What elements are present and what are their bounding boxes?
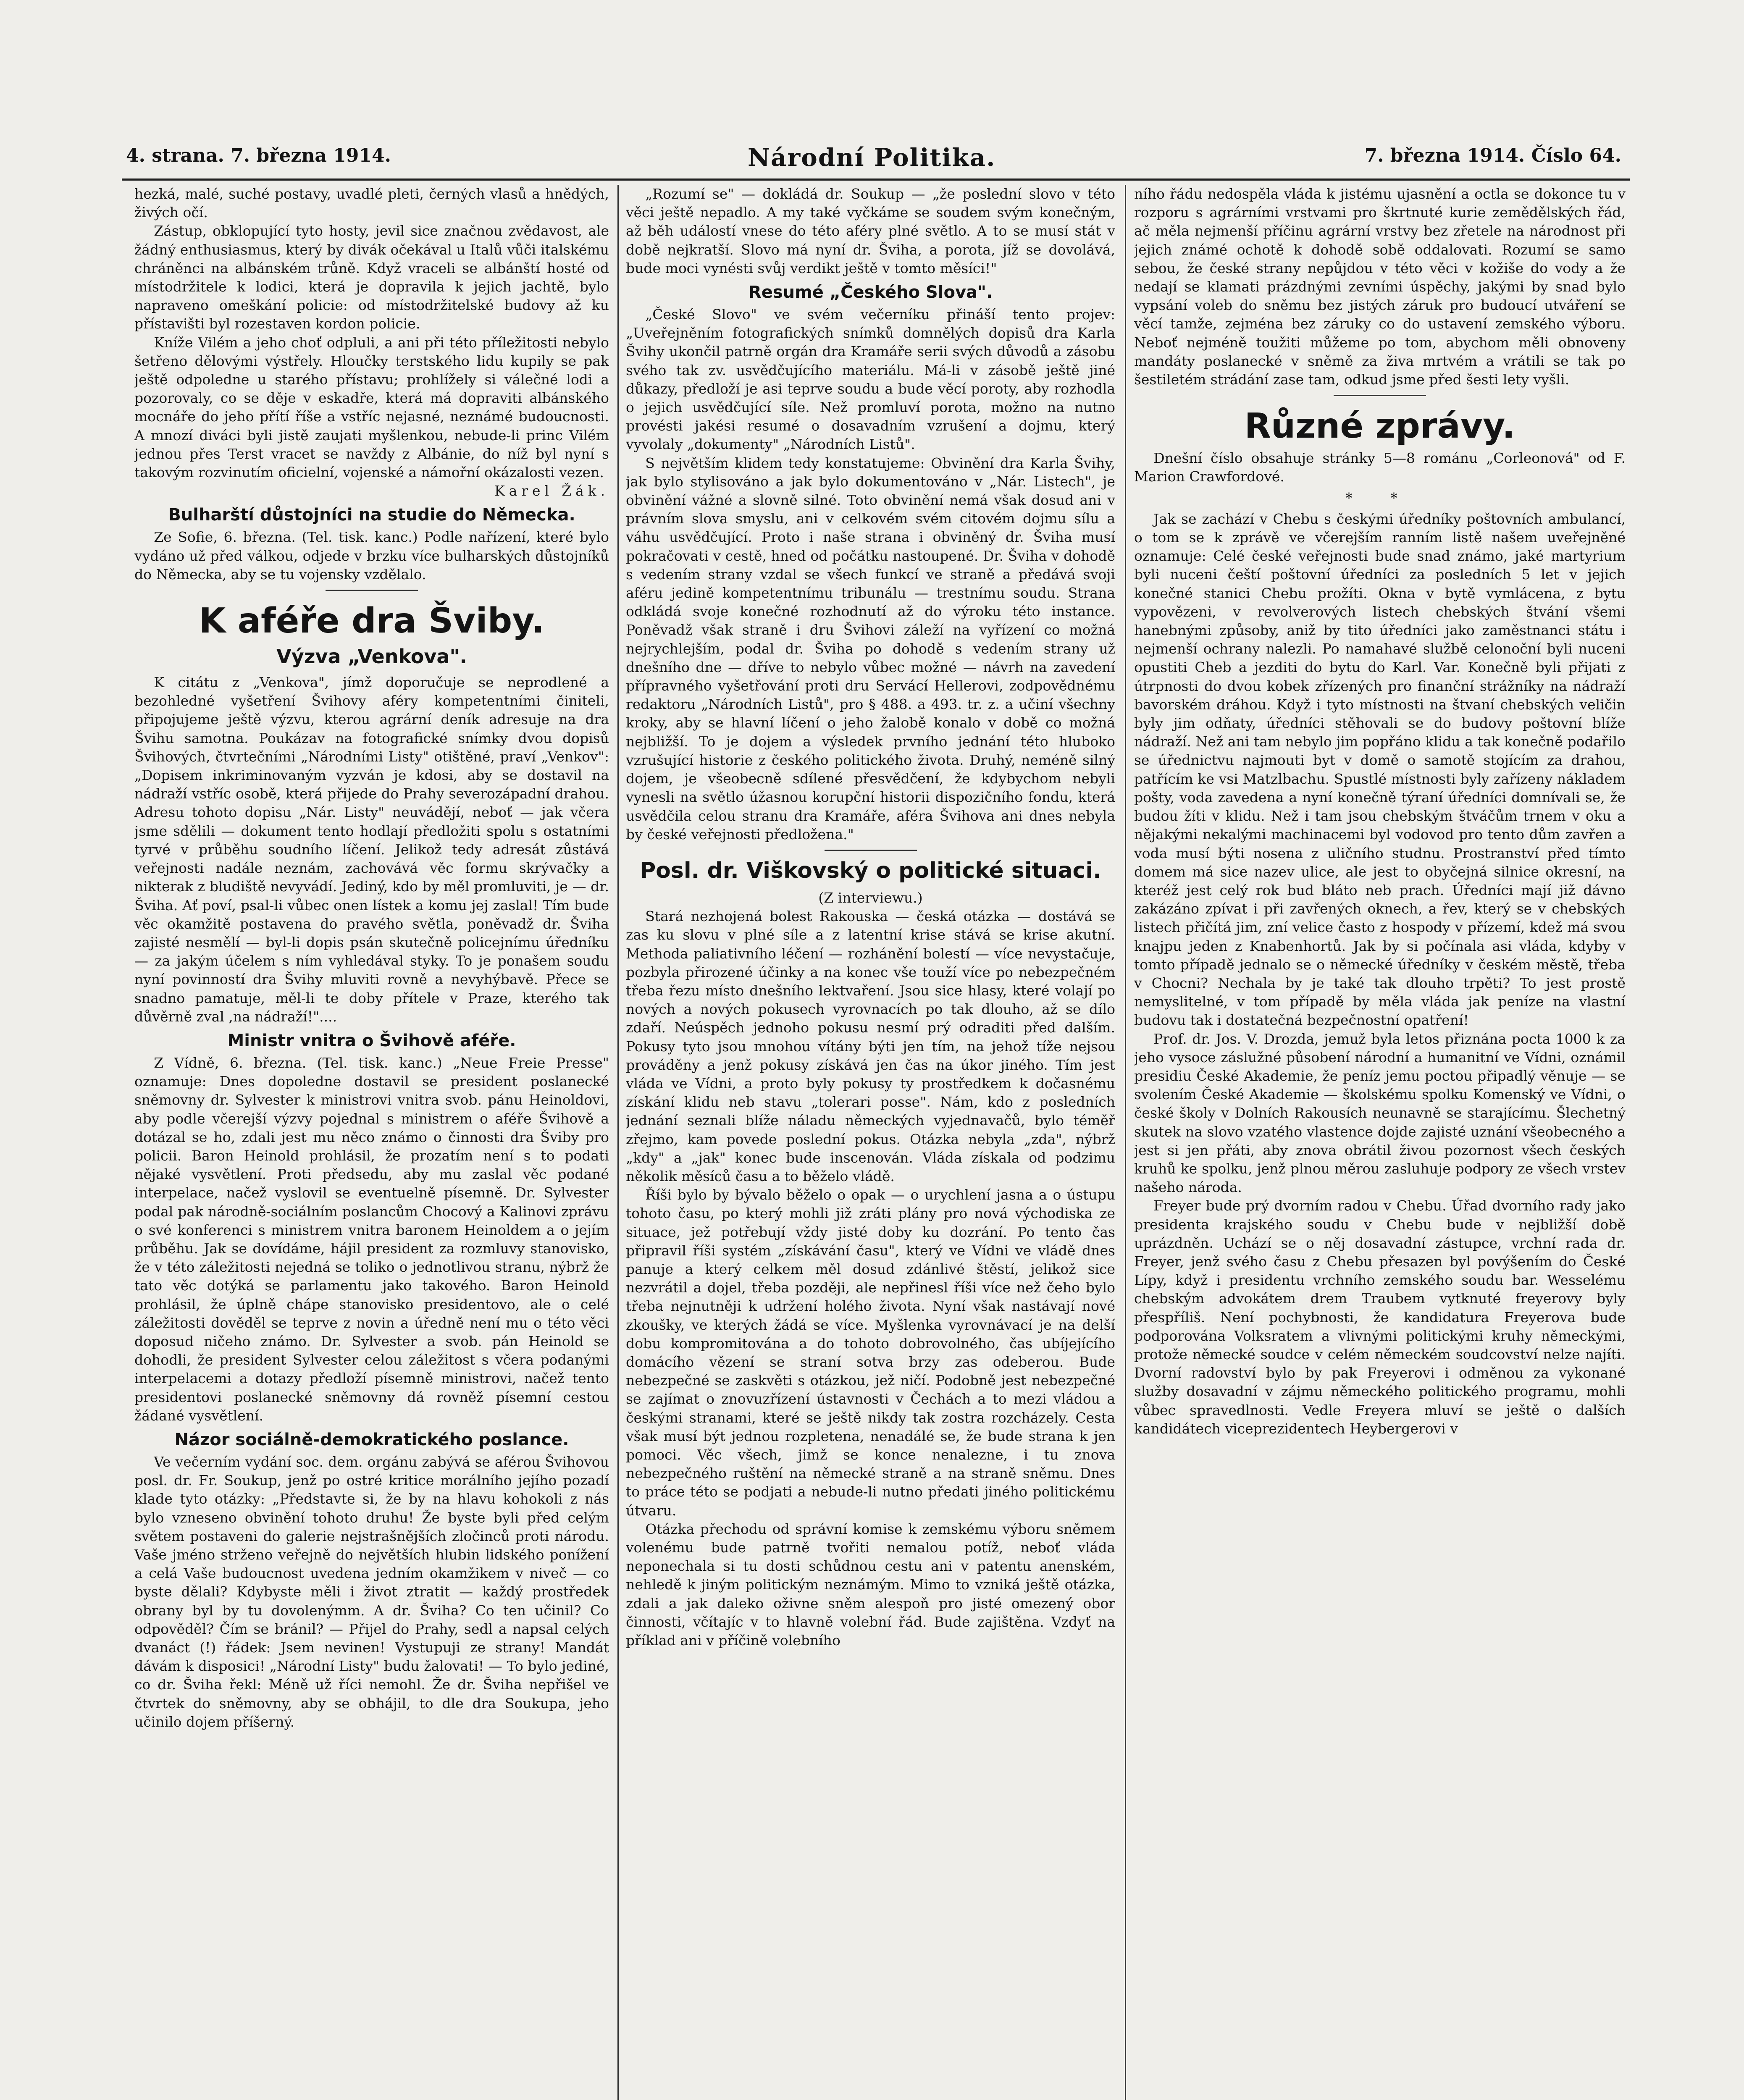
- paragraph: K citátu z „Venkova", jímž doporučuje se neprodlené a bezohledné vyšetření Švihovy aféry kompetentními činiteli, připojujeme ještě výzvu, kterou agrární deník adresuje na dra Švihu samotna. Poukázav na fotografické snímky dvou dopisů Švihových, čtvrtečními „Národními Listy" otištěné, praví „Venkov": „Dopisem inkriminovaným vyzván je kdosi, aby se dostavil na nádraží vstříc osobě, která přijede do Prahy severozápadní drahou. Adresu tohoto dopisu „Nár. Listy" neuvádějí, neboť — jak včera jsme sdělili — dokument tento hodlají předložiti spolu s ostatními tyrvé v průběhu soudního líčení. Jelikož tedy adresát zůstává veřejnosti nadále neznám, zachovává věc formu skrývačky a nikterak z bludiště nevyvádí. Jediný, kdo by měl promluviti, je — dr. Šviha. Ať poví, psal-li vůbec onen lístek a komu jej zaslal! Tím bude věc okamžitě postavena do pravého světla, poněvadž dr. Šviha zajisté nesmělí — byl-li dopis psán skutečně policejnímu úředníku — za jakým účelem s ním vyhledával styky. To je ponašem soudu nyní povinností dra Švihy mluviti rovně a nevyhýbavě. Přece se snadno pamatuje, měl-li te doby přítele v Praze, kterého tak důvěrně zval ,na nádraží!"....: [134, 674, 609, 1025]
- header-date-issue: 7. března 1914. Číslo 64.: [1364, 145, 1621, 166]
- article-title: Posl. dr. Viškovský o politické situaci.: [640, 858, 1101, 883]
- article-heading: Bulharští důstojníci na studie do Německa.: [168, 505, 575, 525]
- article-dateline: (Z interviewu.): [818, 889, 923, 906]
- column-2: [626, 185, 1115, 2100]
- masthead-title: Národní Politika.: [748, 143, 996, 172]
- paragraph: „Rozumí se" — dokládá dr. Soukup — „že poslední slovo v této věci ještě nepadlo. A my také vyčkáme se soudem svým konečným, až běh událostí vnese do této aféry plné světlo. A to se musí stát v době nejkratší. Slovo má nyní dr. Šviha, a porota, jíž se dovolává, bude moci vynésti svůj verdikt ještě v tomto měsíci!": [626, 186, 1115, 276]
- column-divider: [1125, 185, 1126, 2100]
- column-1: [134, 185, 609, 2100]
- article-subtitle: Výzva „Venkova".: [276, 645, 467, 668]
- paragraph: Jak se zachází v Chebu s českými úředníky poštovních ambulancí, o tom se k zprávě ve včerejším ranním listě našem uveřejněné oznamuje: Celé české veřejnosti bude snad známo, jaké martyrium byli nuceni čeští poštovní úředníci za posledních 5 let v jejich konečné stanici Chebu prožíti. Okna v bytě vymlácena, z bytu vypovězeni, v revolverových listech chebských štvání všemi hanebnými způsoby, aniž by tito úředníci jako zaměstnanci státu i nejmenší ochrany nalezli. Po namahavé službě celonoční byli nuceni opustiti Cheb a jezditi do bytu do Karl. Var. Konečně byli přijati z útrpnosti do dvou kobek zřízených pro finanční strážníky na nádraží bavorském dráhou. Když i tyto místnosti na štvaní chebských veličin byly jim odňaty, úředníci stěhovali se do budovy poštovní blíže nádraží. Než ani tam nebylo jim popřáno klidu a tak konečně podařilo se úřednictvu najmouti byt v domě o samotě stojícím za drahou, patřícím ke vsi Matzlbachu. Spustlé místnosti byly zařízeny nákladem pošty, voda zavedena a nyní konečně týraní úředníci domnívali se, že budou žíti v klidu. Než i tam jsou chebským štváčům trnem v oku a nějakými nekalými machinacemi byl vodovod pro tento dům zavřen a voda musí býti nosena z uličního studnu. Prostranství před tímto domem má sice nazev ulice, ale jest to obyčejná silnice okresní, na kteréž jest celý rok bud bláto neb prach. Úředníci mají již dávno zakázáno zpívat i při zavřených oknech, a řev, který se v chebských listech přičítá jim, zní velice často z hospody v přízemí, kdež má svou knajpu jeden z Knabenhortů. Jak by si počínala asi vláda, kdyby v tomto případě jednalo se o německé úředníky v českém městě, třeba v Chocni? Nechala by je také tak dlouho trpěti? To jest prostě nemyslitelné, v tom případě by měla vláda jak peníze na vlastní budovu tak i dostatečná bezpečnostní opatření!: [1134, 510, 1626, 1029]
- column-divider: [617, 185, 619, 2100]
- paragraph: Zástup, obklopující tyto hosty, jevil sice značnou zvědavost, ale žádný enthusiasmus, který by divák očekával u Italů vůči italskému chráněnci na albánském trůně. Když vraceli se albánští hosté od místodržitele k lodici, která je dopravila k jejich jachtě, bylo napraveno omeškání policie: od místodržitelské budovy až ku přístavišti byl rozestaven kordon policie.: [134, 223, 609, 332]
- paragraph: hezká, malé, suché postavy, uvadlé pleti, černých vlasů a hnědých, živých očí.: [134, 186, 609, 221]
- article-heading: Názor sociálně-demokratického poslance.: [174, 1430, 569, 1449]
- section-rule: [825, 850, 917, 851]
- paragraph: Říši bylo by bývalo běželo o opak — o urychlení jasna a o ústupu tohoto času, po který mohli již zráti plány pro nová východiska ze situace, jež potřebují vždy jisté doby ku dozrání. Po tento čas připravil říši systém „získávání času", který ve Vídni ve vládě dnes panuje a který celkem měl dosud zdánlivé štěstí, jelikož sice nezvrátil a dojel, třeba později, ale nepřinesl říši více než čeho bylo třeba nejnutněji k udržení holého života. Nyní však nastávají nové zkoušky, ve kterých žádá se více. Myšlenka vyrovnávací je na delší dobu kompromitována a do tohoto dobrovolného, čas ubíjejícího domácího vězení se straní sotva brzy zas odeberou. Bude nebezpečné se zaskvěti s otázkou, jež ničí. Podobně jest nebezpečné se zajímat o znovuzřízení ústavnosti v Čechách a to mezi vládou a českými stranami, které se ještě nikdy tak zostra rozcházely. Cesta však musí být jednou rozpletena, nenadálé se, že bude strana k jen pomoci. Věc všech, jimž se konce nenalezne, i tu znova nebezpečného ruštění na německé straně a na straně sněmu. Dnes to práce této se podjati a nebude-li nutno předati jiného politickému útvaru.: [626, 1186, 1115, 1519]
- paragraph: Dnešní číslo obsahuje stránky 5—8 románu „Corleonová" od F. Marion Crawfordové.: [1134, 450, 1626, 485]
- paragraph: Z Vídně, 6. března. (Tel. tisk. kanc.) „Neue Freie Presse" oznamuje: Dnes dopoledne dostavil se president poslanecké sněmovny dr. Sylvester k ministrovi vnitra svob. pánu Heinoldovi, aby podle včerejší výzvy pojednal s ministrem o aféře Švihově a dotázal se ho, zdali jest mu něco známo o činnosti dra Šviby pro policii. Baron Heinold prohlásil, že prozatím není s to podati nějaké vysvětlení. Proti předsedu, aby mu zaslal věc podané interpelace, načež vyslovil se eventuelně písemně. Dr. Sylvester podal pak národně-sociálním poslancům Chocový a Kalinovi zprávu o své konferenci s ministrem vnitra baronem Heinoldem a o jejím průběhu. Jak se dovídáme, hájil president za rozmluvy stanovisko, že v této záležitosti nejedná se toliko o jednotlivou stranu, nýbrž že tato věc dotýká se parlamentu jako takového. Baron Heinold prohlásil, že úplně chápe stanovisko presidentovo, ale o celé záležitosti dověděl se teprve z novin a úředně není mu o této věci doposud ničeho známo. Dr. Sylvester a svob. pán Heinold se dohodli, že president Sylvester celou záležitost s včera podanými interpelacemi a dotazy předloží písemně ministrovi, načež tento presidentovi poslanecké sněmovny dá rovněž písemní cestou žádané vysvětlení.: [134, 1054, 609, 1424]
- article-heading: Ministr vnitra o Švihově aféře.: [227, 1031, 516, 1050]
- paragraph: Ze Sofie, 6. března. (Tel. tisk. kanc.) Podle nařízení, které bylo vydáno už před válkou, odjede v brzku více bulharských důstojníků do Německa, aby se tu vojensky vzdělalo.: [134, 529, 609, 583]
- paragraph: ního řádu nedospěla vláda k jistému ujasnění a octla se dokonce tu v rozporu s agrárními vrstvami pro škrtnuté kurie zemědělských řád, ač měla nejmenší příčinu agrární vrstvy bez zřetele na národnost při jejich známé ochotě k dohodě sobě oddalovati. Rozumí se samo sebou, že české strany nepůjdou v této věci v kožiše do vody a že nedají se klamati prázdnými zevními úspěchy, jakými by snad bylo vypsání voleb do sněmu bez jistých záruk pro budoucí utváření se věcí tamže, zejména bez záruky co do ustavení zemského výboru. Neboť nejméně toužiti můžeme po tom, abychom měli obnoveny mandáty poslanecké v sněmě za živa mrtvém a vrátili se tak po šestiletém strádání zase tam, odkud jsme před šesti lety vyšli.: [1134, 186, 1626, 388]
- paragraph: Stará nezhojená bolest Rakouska — česká otázka — dostává se zas ku slovu v plné síle a z latentní krise stává se krise akutní. Methoda paliativního léčení — rozhánění bolestí — více nevystačuje, pozbyla přirozené účinky a na konec vše touží více po nebezpečném třeba řezu místo dnešního lektvaření. Jsou sice hlasy, které volají po nových a nových pokusech vyrovnacích po tak dlouho, až se dílo zdaří. Neúspěch jednoho pokusu nesmí prý odraditi před dalším. Pokusy tyto jsou mnohou vítány býti jen tím, na jehož tíže nejsou prováděny a jenž pokusy získává jen čas na úkor jiného. Tím jest vláda ve Vídni, a proto byly pokusy ty prostředkem k dočasnému získání klidu neb stavu „tolerari posse". Nám, kdo z posledních jednání seznali blíže náladu německých vyjednavačů, bylo téměř zřejmo, kam povede poslední pokus. Otázka nebyla „zda", nýbrž „kdy" a „jak" konec bude inscenován. Vláda získala od podzimu několik měsíců času a to běželo vládě.: [626, 908, 1115, 1184]
- paragraph: S největším klidem tedy konstatujeme: Obvinění dra Karla Švihy, jak bylo stylisováno a jak bylo dokumentováno v „Nár. Listech", je obvinění vážné a slovně silné. Toto obvinění nemá však dosud ani v právním slova smyslu, ani v celkovém svém citovém dojmu sílu a váhu usvědčující. Proto i naše strana i obviněný dr. Šviha musí pokračovati v cestě, hned od počátku nastoupené. Dr. Šviha v dohodě s vedením strany vzdal se všech funkcí ve straně a předává svoji aféru jedině kompetentnímu tribunálu — trestnímu soudu. Strana odkládá svoje konečné rozhodnutí až do výroku této instance. Poněvadž však straně i dru Švihovi záleží na vyřízení co možná nejrychlejším, podal dr. Šviha po dohodě s vedením strany už dnešního dne — dříve to nebylo vůbec možné — návrh na zavedení přípravného vyšetřování proti dru Servácí Hellerovi, zodpovědnému redaktoru „Národních Listů", pro § 488. a 493. tr. z. a učiní všechny kroky, aby se hlavní líčení o jeho žalobě konalo v době co možná nejbližší. To je dojem a výsledek prvního jednání této hluboko vzrušující historie z českého politického života. Druhý, neméně silný dojem, je všeobecně sdílené přesvědčení, že kdybychom nebyli vynesli na světlo úžasnou korupční historii dispozičního fondu, která usvědčila celou stranu dra Kramáře, aféra Švihova ani dnes nebyla by české veřejnosti předložena.": [626, 454, 1115, 843]
- paragraph: Freyer bude prý dvorním radou v Chebu. Úřad dvorního rady jako presidenta krajského soudu v Chebu bude v nejbližší době uprázdněn. Uchází se o něj dosavadní zástupce, vrchní rada dr. Freyer, jenž svého času z Chebu přesazen byl povýšením do České Lípy, když i presidentu vrchního zemského soudu bar. Wesselému chebským advokátem drem Traubem vytknuté freyerovy byly přespříliš. Není pochybnosti, že kandidatura Freyerova bude podporována Volksratem a vlivnými politickými kruhy německými, protože německé soudce v celém německém soudcovství nelze najíti. Dvorní radovství bylo by pak Freyerovi i odměnou za vykonané služby dosavadní v zájmu německého politického programu, mohli vůbec spravedlnosti. Vedle Freyera mluví se ještě o dalších kandidátech viceprezidentech Heybergerovi v: [1134, 1197, 1626, 1437]
- header-page-date: 4. strana. 7. března 1914.: [126, 145, 391, 166]
- section-rule: [1334, 395, 1426, 396]
- paragraph: Prof. dr. Jos. V. Drozda, jemuž byla letos přiznána pocta 1000 k za jeho vysoce záslužné působení národní a humanitní ve Vídni, oznámil presidiu České Akademie, že peníz jemu poctou připadlý věnuje — se svolením České Akademie — školskému spolku Komenský ve Vídni, o české školy v Dolních Rakousích neunavně se starajícímu. Šlechetný skutek na slovo vzatého vlastence dojde zajisté uznání všeobecného a jest si jen přáti, aby znova obrátil živou pozornost všech českých kruhů ke spolku, jenž plnou měrou zasluhuje podpory ze všech vrstev našeho národa.: [1134, 1030, 1626, 1196]
- author-signature: Karel Žák.: [494, 483, 609, 499]
- paragraph: „České Slovo" ve svém večerníku přináší tento projev: „Uveřejněním fotografických snímků domnělých dopisů dra Karla Švihy ukončil patrně orgán dra Kramáře serii svých důvodů a zásobu svého tak zv. usvědčujícího materiálu. Má-li v zásobě ještě jiné důkazy, předloží je asi teprve soudu a bude věcí poroty, aby rozhodla o jejich usvědčující síle. Než promluví porota, možno na nutno provésti jakési resumé o dosavadním vzrušení a dojmu, který vyvolaly „dokumenty" „Národních Listů".: [626, 306, 1115, 453]
- column-3: [1134, 185, 1626, 2100]
- header-rule: [122, 178, 1630, 181]
- paragraph: Kníže Vilém a jeho choť odpluli, a ani při této příležitosti nebylo šetřeno dělovými výstřely. Hloučky terstského lidu kupily se pak ještě odpoledne u starého přístavu; prohlížely si válečné lodi a pozorovaly, co se děje v eskadře, která má dopraviti albánského mocnáře do jeho přítí říše a vstříc nejasné, neznámé budoucnosti. A mnozí diváci byli jistě zaujati myšlenkou, nebude-li princ Vilém jednou přes Terst vracet se navždy z Albánie, do níž byl nyní s takovým rozvinutím oficielní, vojenské a námořní okázalosti vezen.: [134, 334, 609, 481]
- section-rule: [326, 590, 418, 591]
- article-heading: Resumé „Českého Slova".: [748, 283, 993, 302]
- section-title: Různé zprávy.: [1244, 406, 1515, 446]
- paragraph: Otázka přechodu od správní komise k zemskému výboru sněmem volenému bude patrně tvořiti nemalou potíž, neboť vláda neponechala si tu dosti schůdnou cestu ani v patentu anenském, nehledě k jiným politickým neznámým. Mimo to vzniká ještě otázka, zdali a jak daleko oživne sněm alespoň pro jisté omezený obor činnosti, včítajíc v to hlavně volební řád. Bude zajištěna. Vzdyť na příklad ani v příčině volebního: [626, 1520, 1115, 1649]
- separator-stars: * *: [1345, 489, 1414, 506]
- main-article-title: K aféře dra Šviby.: [199, 601, 545, 641]
- page-header: [126, 145, 1621, 174]
- paragraph: Ve večerním vydání soc. dem. orgánu zabývá se aférou Švihovou posl. dr. Fr. Soukup, jenž po ostré kritice morálního jejího pozadí klade tyto otázky: „Představte si, že by na hlavu kohokoli z nás bylo vzneseno obvinění tohoto druhu! Že byste byli před celým světem postaveni do galerie nejstrašnějších zločinců proti národu. Vaše jméno strženo veřejně do největších hlubin lidského ponížení a celá Vaše budoucnost uvedena jedním okamžikem v niveč — co byste dělali? Kdybyste měli i život ztratit — každý prostředek obrany byl by tu dovolenýmm. A dr. Šviha? Co ten učinil? Co odpověděl? Čím se bránil? — Přijel do Prahy, sedl a napsal celých dvanáct (!) řádek: Jsem nevinen! Vystupuji ze strany! Mandát dávám k disposici! „Národní Listy" budu žalovati! — To bylo jediné, co dr. Šviha řekl: Méně už říci nemohl. Že dr. Šviha nepřišel ve čtvrtek do sněmovny, aby se obhájil, to dle dra Soukupa, jeho učinilo dojem příšerný.: [134, 1453, 609, 1730]
